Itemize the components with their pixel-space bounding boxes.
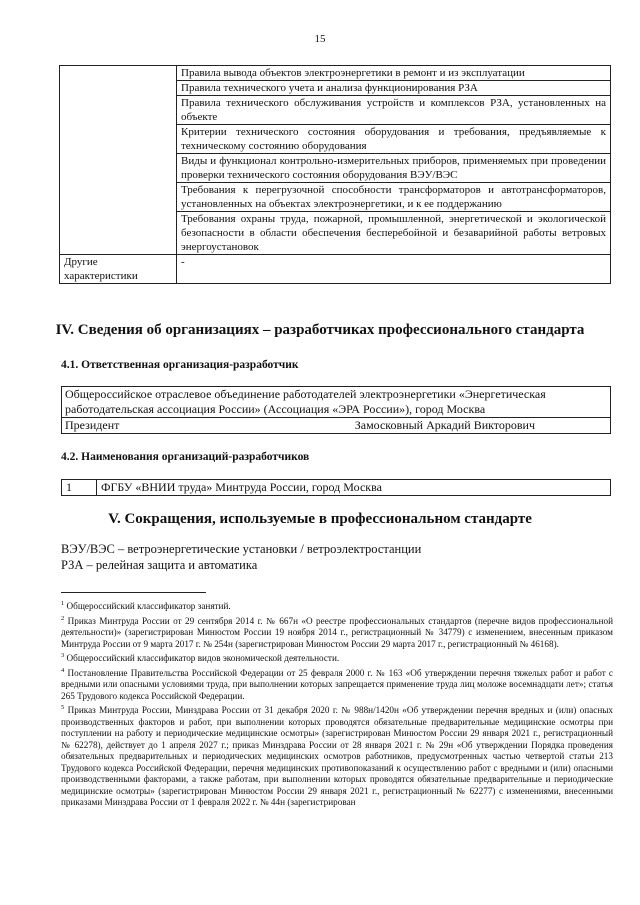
table-cell: Критерии технического состояния оборудования и требования, предъявляемые к техническому состоянию оборудования: [177, 125, 611, 154]
table-row: [62, 418, 611, 434]
table-cell-empty: [60, 66, 177, 255]
footnotes: [61, 598, 613, 809]
footnote-marker: 5: [61, 704, 65, 712]
footnote-marker: 4: [61, 666, 65, 674]
footnote-divider: [61, 592, 206, 593]
table-cell: Требования к перегрузочной способности трансформаторов и автотрансформаторов, установленных на объектах электроэнергетики, и к ее поддержанию: [177, 183, 611, 212]
organization-name: Общероссийское отраслевое объединение работодателей электроэнергетики «Энергетическая работодательская ассоциация России» (Ассоциация «ЭРА России»), город Москва: [62, 387, 611, 418]
footnote-marker: 2: [61, 614, 65, 622]
subsection-4-1-title: 4.1. Ответственная организация-разработчик: [61, 359, 299, 371]
table-cell: Правила технического учета и анализа функционирования РЗА: [177, 81, 611, 96]
developer-name: ФГБУ «ВНИИ труда» Минтруда России, город Москва: [97, 480, 611, 496]
abbreviation-item: РЗА – релейная защита и автоматика: [61, 558, 258, 572]
section-4-title: IV. Сведения об организациях – разработчиках профессионального стандарта: [55, 322, 585, 338]
footnote: [61, 702, 613, 809]
developer-organizations-table: [61, 479, 611, 496]
footnote-text: Общероссийский классификатор занятий.: [64, 601, 231, 612]
footnote-text: Общероссийский классификатор видов экономической деятельности.: [64, 653, 340, 664]
footnote-text: Постановление Правительства Российской Федерации от 25 февраля 2000 г. № 163 «Об утверждении перечня тяжелых работ и работ с вредными или опасными условиями труда, при выполнении которых запрещается применение труда лиц моложе восемнадцати лет»; статья 265 Трудового кодекса Российской Федерации.: [61, 667, 613, 701]
other-characteristics-label: Другие характеристики: [60, 255, 177, 284]
footnote: [61, 665, 613, 703]
abbreviation-item: ВЭУ/ВЭС – ветроэнергетические установки / ветроэлектростанции: [61, 542, 422, 556]
signatory-position: Президент: [65, 418, 120, 432]
subsection-4-2-title: 4.2. Наименования организаций-разработчиков: [61, 451, 310, 463]
table-row: [60, 66, 611, 81]
footnote: [61, 613, 613, 651]
table-row-other: [60, 255, 611, 284]
page-number: 15: [314, 33, 326, 45]
footnote-text: Приказ Минтруда России, Минздрава России от 31 декабря 2020 г. № 988н/1420н «Об утверждении перечня вредных и (или) опасных производственных факторов и работ, при выполнении которых проводятся обязательные предварительные медицинские осмотры при поступлении на работу и периодические медицинские осмотры» (зарегистрирован Минюстом России 29 января 2021 г., регистрационный № 62278), действует до 1 апреля 2027 г.; приказ Минздрава России от 28 января 2021 г. № 29н «Об утверждении Порядка проведения обязательных предварительных и периодических медицинских осмотров работников, предусмотренных частью четвертой статьи 213 Трудового кодекса Российской Федерации, перечня медицинских противопоказаний к осуществлению работ с вредными и (или) опасными производственными факторами, а также работам, при выполнении которых проводятся обязательные предварительные и периодические медицинские осмотры» (зарегистрирован Минюстом России 29 января 2021 г., регистрационный № 62277) с изменениями, внесенными приказами Минздрава России от 1 февраля 2022 г. № 44н (зарегистрирован: [61, 705, 613, 808]
footnote: [61, 598, 613, 613]
section-5-title: V. Сокращения, используемые в профессиональном стандарте: [108, 511, 532, 527]
footnote: [61, 650, 613, 665]
other-characteristics-value: -: [177, 255, 611, 284]
developer-number: 1: [62, 480, 97, 496]
table-row: [62, 387, 611, 418]
responsible-organization-table: [61, 386, 611, 434]
table-row: [62, 480, 611, 496]
table-cell: Правила технического обслуживания устройств и комплексов РЗА, установленных на объекте: [177, 96, 611, 125]
signatory-name: Замосковный Аркадий Викторович: [354, 418, 535, 432]
table-cell: Требования охраны труда, пожарной, промышленной, энергетической и экологической безопасности в области обеспечения бесперебойной и безаварийной работы ветровых энергоустановок: [177, 212, 611, 255]
footnote-marker: 3: [61, 652, 65, 660]
footnote-text: Приказ Минтруда России от 29 сентября 2014 г. № 667н «О реестре профессиональных стандартов (перечне видов профессиональной деятельности)» (зарегистрирован Минюстом России 19 ноября 2014 г., регистрационный № 34779) с изменением, внесенным приказом Минтруда России от 9 марта 2017 г. № 254н (зарегистрирован Минюстом России 29 марта 2017 г., регистрационный № 46168).: [61, 615, 613, 649]
requirements-table: [59, 65, 611, 284]
table-cell: Виды и функционал контрольно-измерительных приборов, применяемых при проведении проверки технического состояния оборудования ВЭУ/ВЭС: [177, 154, 611, 183]
table-cell: Правила вывода объектов электроэнергетики в ремонт и из эксплуатации: [177, 66, 611, 81]
signatory-line: [65, 418, 607, 433]
footnote-marker: 1: [61, 600, 65, 607]
